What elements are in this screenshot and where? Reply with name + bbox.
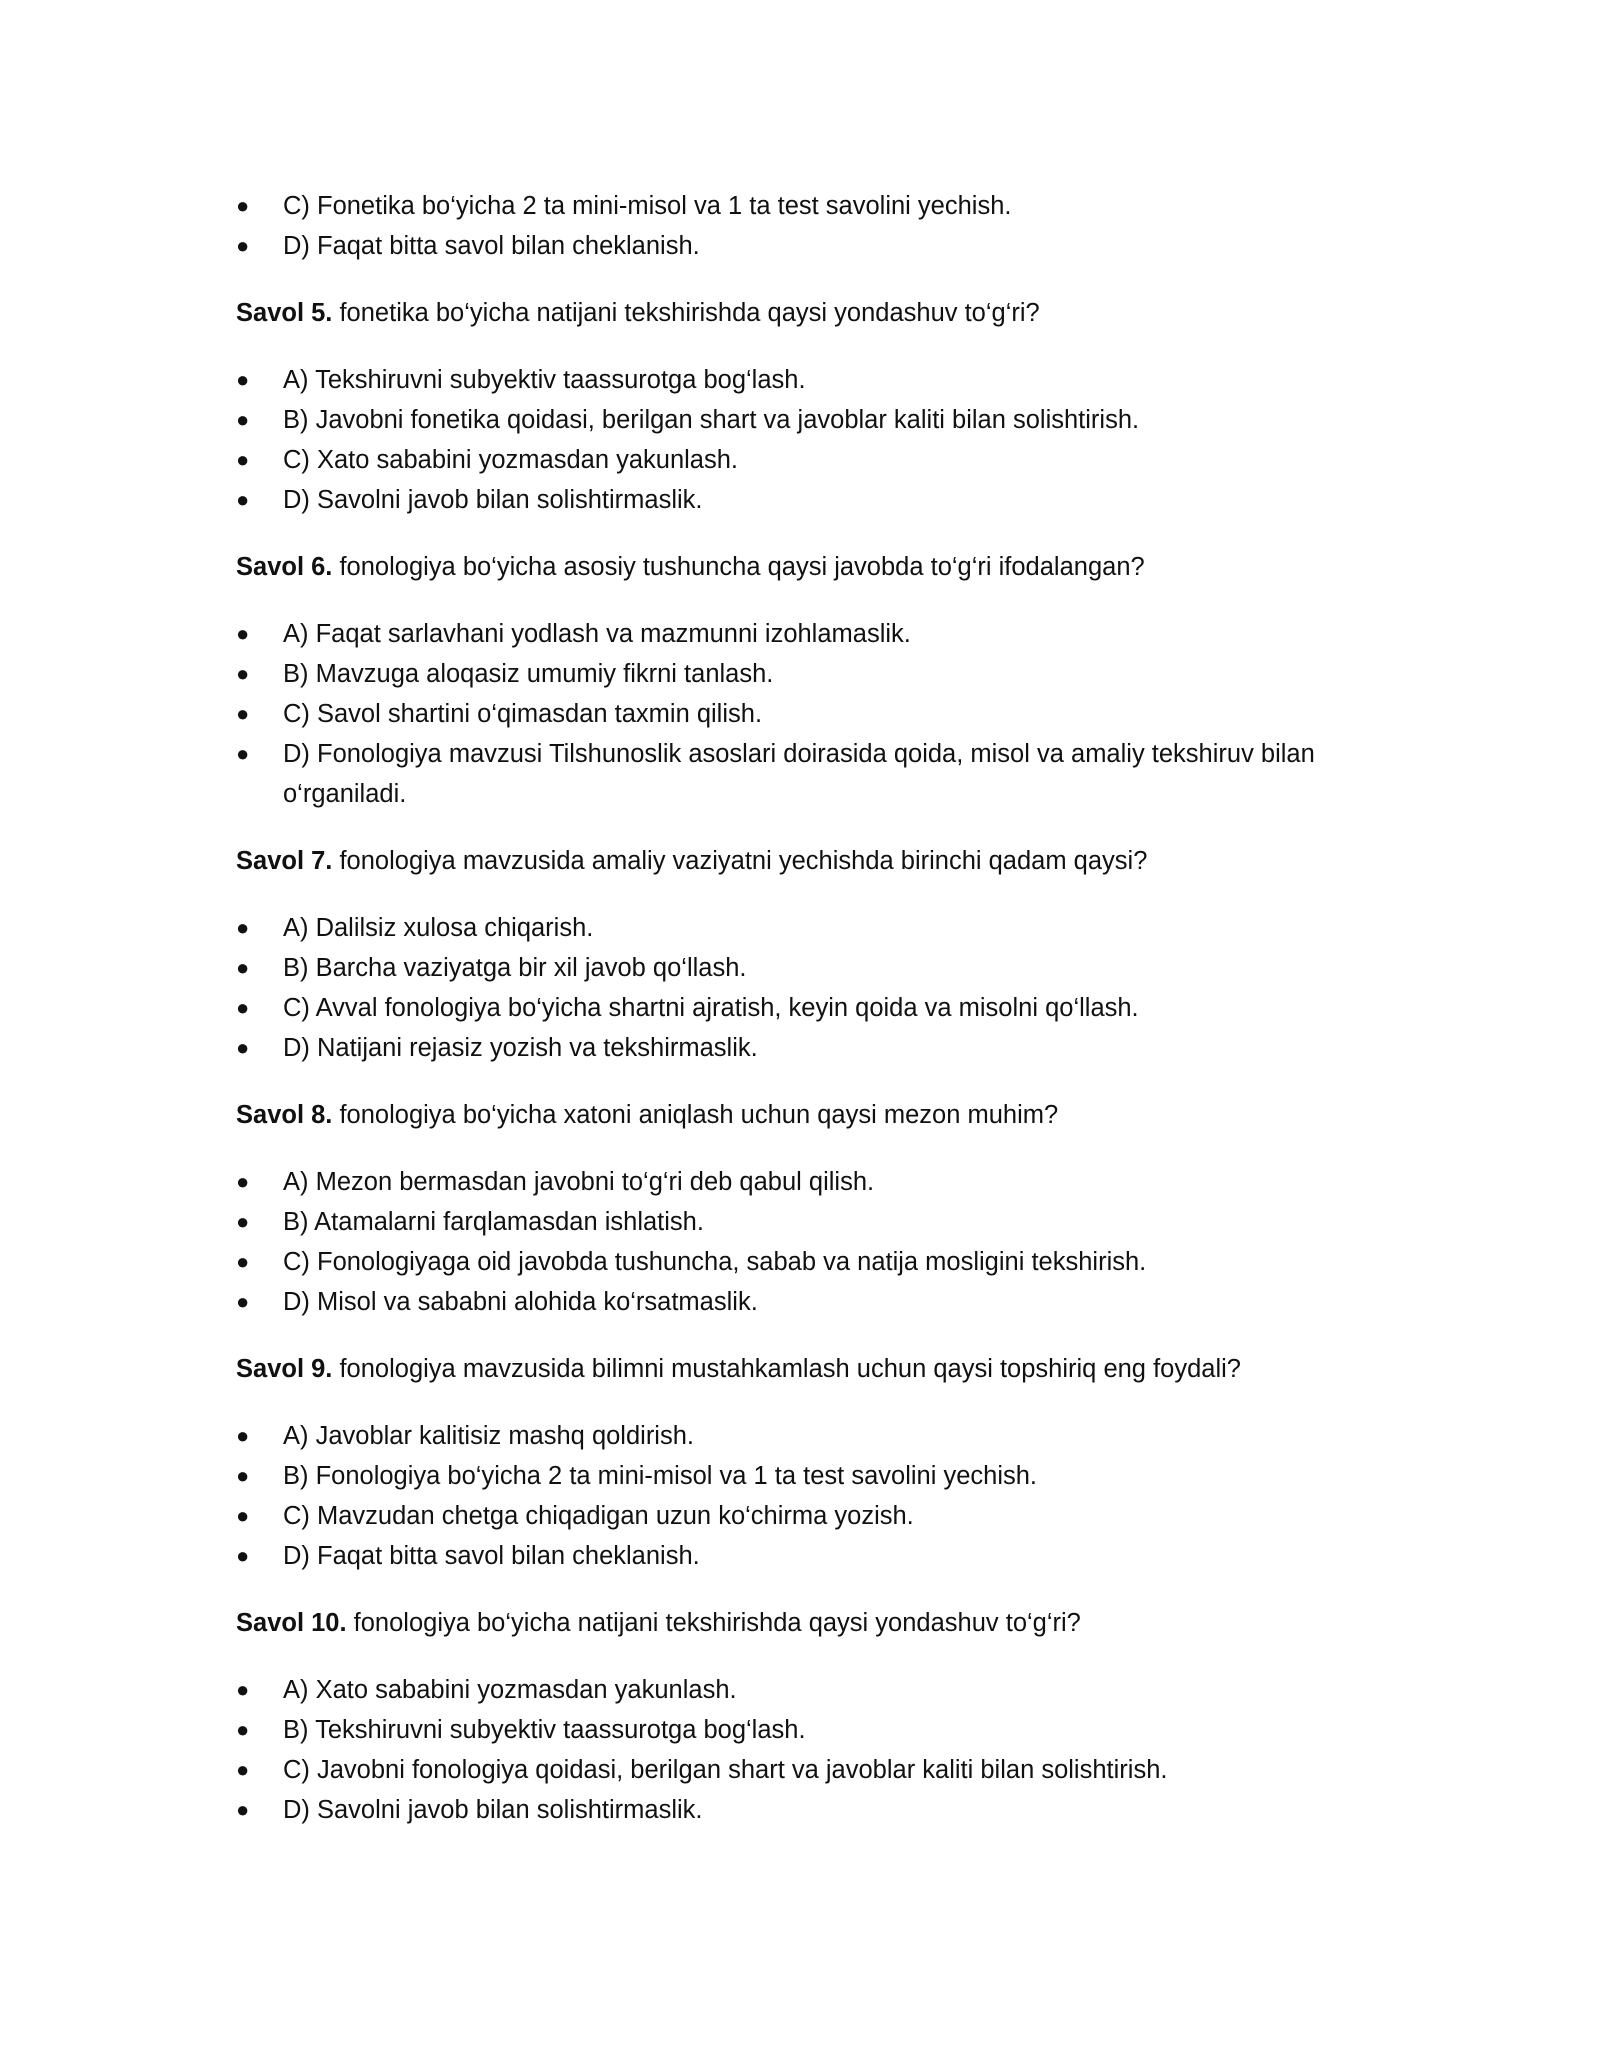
bullet-icon: ● xyxy=(236,233,250,258)
option-item xyxy=(236,1162,1376,1202)
option-text: A) Mezon bermasdan javobni to‘g‘ri deb qabul qilish. xyxy=(283,1168,875,1196)
option-text: D) Natijani rejasiz yozish va tekshirmaslik. xyxy=(283,1034,758,1062)
option-item xyxy=(236,734,1376,814)
bullet-icon: ● xyxy=(236,447,250,472)
bullet-icon: ● xyxy=(236,1209,250,1234)
option-text: B) Fonologiya bo‘yicha 2 ta mini-misol va 1 ta test savolini yechish. xyxy=(283,1462,1038,1490)
option-list xyxy=(236,908,1376,1068)
bullet-icon: ● xyxy=(236,193,250,218)
question-text: fonetika bo‘yicha natijani tekshirishda qaysi yondashuv to‘g‘ri? xyxy=(332,299,1040,327)
option-list xyxy=(236,186,1376,266)
bullet-icon: ● xyxy=(236,661,250,686)
question-label: Savol 5. xyxy=(236,299,333,327)
option-item xyxy=(236,694,1376,734)
option-text: D) Savolni javob bilan solishtirmaslik. xyxy=(283,1796,703,1824)
option-item xyxy=(236,1456,1376,1496)
option-item xyxy=(236,1282,1376,1322)
option-item xyxy=(236,1670,1376,1710)
bullet-icon: ● xyxy=(236,407,250,432)
option-item xyxy=(236,360,1376,400)
option-text: D) Faqat bitta savol bilan cheklanish. xyxy=(283,1542,700,1570)
option-item xyxy=(236,226,1376,266)
option-text: C) Xato sababini yozmasdan yakunlash. xyxy=(283,446,739,474)
option-item xyxy=(236,1202,1376,1242)
question-5 xyxy=(236,1349,1376,1389)
bullet-icon: ● xyxy=(236,955,250,980)
bullet-icon: ● xyxy=(236,487,250,512)
bullet-icon: ● xyxy=(236,741,250,766)
bullet-icon: ● xyxy=(236,621,250,646)
option-item xyxy=(236,1536,1376,1576)
option-text: C) Javobni fonologiya qoidasi, berilgan shart va javoblar kaliti bilan solishtirish. xyxy=(283,1756,1168,1784)
option-item xyxy=(236,1750,1376,1790)
option-text: B) Atamalarni farqlamasdan ishlatish. xyxy=(283,1208,704,1236)
question-3 xyxy=(236,841,1376,881)
option-text: D) Fonologiya mavzusi Tilshunoslik asoslari doirasida qoida, misol va amaliy tekshiruv bilan o‘rganiladi. xyxy=(283,740,1315,808)
bullet-icon: ● xyxy=(236,1035,250,1060)
bullet-icon: ● xyxy=(236,1249,250,1274)
option-item xyxy=(236,186,1376,226)
option-item xyxy=(236,400,1376,440)
option-item xyxy=(236,654,1376,694)
option-item xyxy=(236,948,1376,988)
option-text: B) Javobni fonetika qoidasi, berilgan shart va javoblar kaliti bilan solishtirish. xyxy=(283,406,1140,434)
bullet-icon: ● xyxy=(236,1423,250,1448)
question-label: Savol 9. xyxy=(236,1355,333,1383)
option-item xyxy=(236,1790,1376,1830)
option-text: C) Fonetika bo‘yicha 2 ta mini-misol va 1 ta test savolini yechish. xyxy=(283,192,1012,220)
option-text: D) Savolni javob bilan solishtirmaslik. xyxy=(283,486,703,514)
question-text: fonologiya mavzusida bilimni mustahkamlash uchun qaysi topshiriq eng foydali? xyxy=(332,1355,1241,1383)
question-label: Savol 8. xyxy=(236,1101,333,1129)
option-item xyxy=(236,614,1376,654)
bullet-icon: ● xyxy=(236,915,250,940)
option-text: C) Avval fonologiya bo‘yicha shartni ajratish, keyin qoida va misolni qo‘llash. xyxy=(283,994,1139,1022)
option-text: A) Tekshiruvni subyektiv taassurotga bog‘lash. xyxy=(283,366,806,394)
option-list xyxy=(236,360,1376,520)
question-text: fonologiya bo‘yicha asosiy tushuncha qaysi javobda to‘g‘ri ifodalangan? xyxy=(332,553,1145,581)
option-text: D) Faqat bitta savol bilan cheklanish. xyxy=(283,232,700,260)
option-item xyxy=(236,1416,1376,1456)
bullet-icon: ● xyxy=(236,1797,250,1822)
option-list xyxy=(236,1162,1376,1322)
question-text: fonologiya bo‘yicha natijani tekshirishda qaysi yondashuv to‘g‘ri? xyxy=(346,1609,1081,1637)
question-2 xyxy=(236,547,1376,587)
bullet-icon: ● xyxy=(236,1543,250,1568)
option-text: D) Misol va sababni alohida ko‘rsatmaslik. xyxy=(283,1288,758,1316)
option-text: B) Barcha vaziyatga bir xil javob qo‘llash. xyxy=(283,954,747,982)
question-6 xyxy=(236,1603,1376,1643)
question-label: Savol 7. xyxy=(236,847,333,875)
option-item xyxy=(236,480,1376,520)
option-list xyxy=(236,1416,1376,1576)
option-text: A) Dalilsiz xulosa chiqarish. xyxy=(283,914,594,942)
option-list xyxy=(236,1670,1376,1830)
option-item xyxy=(236,1028,1376,1068)
bullet-icon: ● xyxy=(236,1717,250,1742)
question-4 xyxy=(236,1095,1376,1135)
question-text: fonologiya bo‘yicha xatoni aniqlash uchun qaysi mezon muhim? xyxy=(332,1101,1059,1129)
bullet-icon: ● xyxy=(236,1463,250,1488)
bullet-icon: ● xyxy=(236,1677,250,1702)
option-item xyxy=(236,1710,1376,1750)
bullet-icon: ● xyxy=(236,701,250,726)
bullet-icon: ● xyxy=(236,995,250,1020)
bullet-icon: ● xyxy=(236,1169,250,1194)
bullet-icon: ● xyxy=(236,367,250,392)
document-content xyxy=(236,186,1376,1857)
bullet-icon: ● xyxy=(236,1757,250,1782)
option-text: C) Fonologiyaga oid javobda tushuncha, sabab va natija mosligini tekshirish. xyxy=(283,1248,1147,1276)
question-1 xyxy=(236,293,1376,333)
option-item xyxy=(236,988,1376,1028)
option-list xyxy=(236,614,1376,814)
option-item xyxy=(236,1496,1376,1536)
option-text: B) Mavzuga aloqasiz umumiy fikrni tanlash. xyxy=(283,660,774,688)
option-text: A) Xato sababini yozmasdan yakunlash. xyxy=(283,1676,737,1704)
option-item xyxy=(236,1242,1376,1282)
option-text: A) Javoblar kalitisiz mashq qoldirish. xyxy=(283,1422,694,1450)
question-label: Savol 6. xyxy=(236,553,333,581)
question-label: Savol 10. xyxy=(236,1609,347,1637)
bullet-icon: ● xyxy=(236,1503,250,1528)
option-item xyxy=(236,908,1376,948)
option-text: C) Savol shartini o‘qimasdan taxmin qilish. xyxy=(283,700,763,728)
option-text: B) Tekshiruvni subyektiv taassurotga bog‘lash. xyxy=(283,1716,806,1744)
option-item xyxy=(236,440,1376,480)
question-text: fonologiya mavzusida amaliy vaziyatni yechishda birinchi qadam qaysi? xyxy=(332,847,1148,875)
option-text: C) Mavzudan chetga chiqadigan uzun ko‘chirma yozish. xyxy=(283,1502,914,1530)
option-text: A) Faqat sarlavhani yodlash va mazmunni izohlamaslik. xyxy=(283,620,911,648)
bullet-icon: ● xyxy=(236,1289,250,1314)
